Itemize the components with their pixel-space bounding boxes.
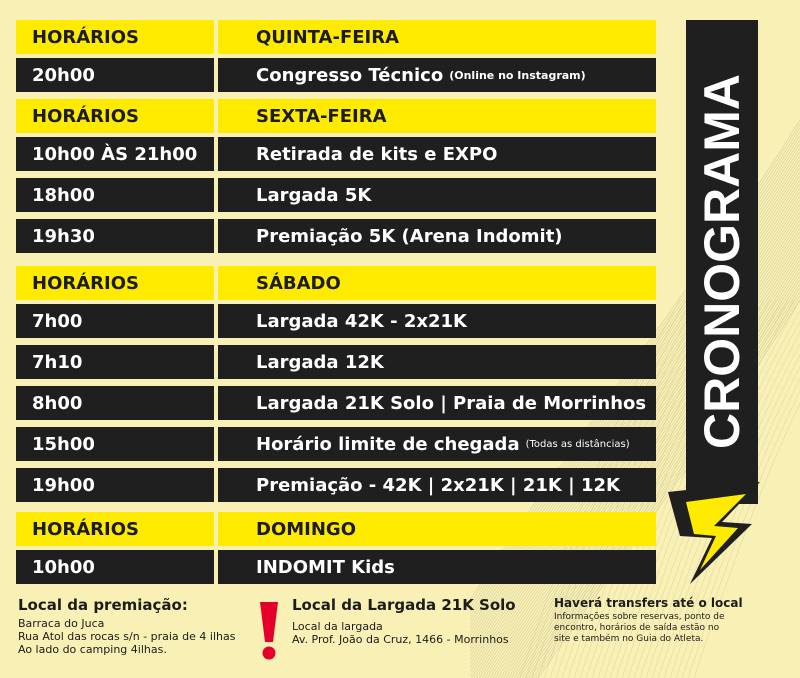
award-location-block — [18, 596, 235, 656]
schedule-row — [16, 58, 656, 92]
time-cell: 10h00 ÀS 21h00 — [16, 137, 214, 171]
time-cell: 7h00 — [16, 304, 214, 338]
start-location-line: Av. Prof. João da Cruz, 1466 - Morrinhos — [292, 633, 509, 646]
header-day: DOMINGO — [218, 512, 656, 546]
exclamation-icon — [258, 600, 280, 662]
time-cell: 19h30 — [16, 219, 214, 253]
event-cell: Retirada de kits e EXPO — [218, 137, 656, 171]
schedule-row — [16, 304, 656, 338]
time-cell: 10h00 — [16, 550, 214, 584]
header-day: SÁBADO — [218, 266, 656, 300]
event-note: (Todas as distâncias) — [525, 438, 630, 450]
header-row-quinta — [16, 20, 656, 54]
event-cell: Largada 42K - 2x21K — [218, 304, 656, 338]
header-label: HORÁRIOS — [16, 266, 214, 300]
time-cell: 7h10 — [16, 345, 214, 379]
header-row-sabado — [16, 266, 656, 300]
header-label: HORÁRIOS — [16, 20, 214, 54]
start-location-title: Local da Largada 21K Solo — [292, 596, 516, 614]
start-location-block — [292, 596, 516, 646]
header-label: HORÁRIOS — [16, 99, 214, 133]
time-cell: 8h00 — [16, 386, 214, 420]
start-location-line: Local da largada — [292, 620, 383, 633]
event-note: (Online no Instagram) — [449, 68, 586, 82]
schedule-row — [16, 178, 656, 212]
award-location-title: Local da premiação: — [18, 596, 188, 614]
event-cell — [218, 58, 656, 92]
award-location-line: Barraca do Juca — [18, 617, 105, 630]
transfers-line: Informações sobre reservas, ponto de — [554, 612, 725, 622]
schedule-row — [16, 386, 656, 420]
header-row-domingo — [16, 512, 656, 546]
transfers-line: encontro, horários de saída estão no — [554, 623, 720, 633]
event-cell: Largada 21K Solo | Praia de Morrinhos — [218, 386, 656, 420]
header-row-sexta — [16, 99, 656, 133]
header-day: SEXTA-FEIRA — [218, 99, 656, 133]
lightning-bolt-icon — [660, 478, 770, 588]
schedule-row — [16, 427, 656, 461]
event-text: Horário limite de chegada — [256, 433, 520, 455]
schedule-row — [16, 550, 656, 584]
event-cell: Premiação - 42K | 2x21K | 21K | 12K — [218, 468, 656, 502]
cronograma-banner — [686, 20, 758, 504]
transfers-title: Haverá transfers até o local — [554, 596, 743, 610]
time-cell: 15h00 — [16, 427, 214, 461]
time-cell: 20h00 — [16, 58, 214, 92]
footer-info — [0, 596, 800, 678]
schedule-row — [16, 219, 656, 253]
event-text: Congresso Técnico — [256, 64, 444, 86]
award-location-line: Rua Atol das rocas s/n - praia de 4 ilhas — [18, 630, 236, 643]
header-day: QUINTA-FEIRA — [218, 20, 656, 54]
schedule-row — [16, 137, 656, 171]
time-cell: 19h00 — [16, 468, 214, 502]
event-cell: Largada 5K — [218, 178, 656, 212]
schedule-row — [16, 468, 656, 502]
header-label: HORÁRIOS — [16, 512, 214, 546]
event-cell: INDOMIT Kids — [218, 550, 656, 584]
transfers-block — [554, 596, 743, 645]
transfers-line: site e também no Guia do Atleta. — [554, 634, 704, 644]
event-cell: Premiação 5K (Arena Indomit) — [218, 219, 656, 253]
schedule-row — [16, 345, 656, 379]
event-cell: Largada 12K — [218, 345, 656, 379]
cronograma-title: CRONOGRAMA — [694, 74, 750, 450]
time-cell: 18h00 — [16, 178, 214, 212]
award-location-line: Ao lado do camping 4ilhas. — [18, 643, 167, 656]
event-cell — [218, 427, 656, 461]
